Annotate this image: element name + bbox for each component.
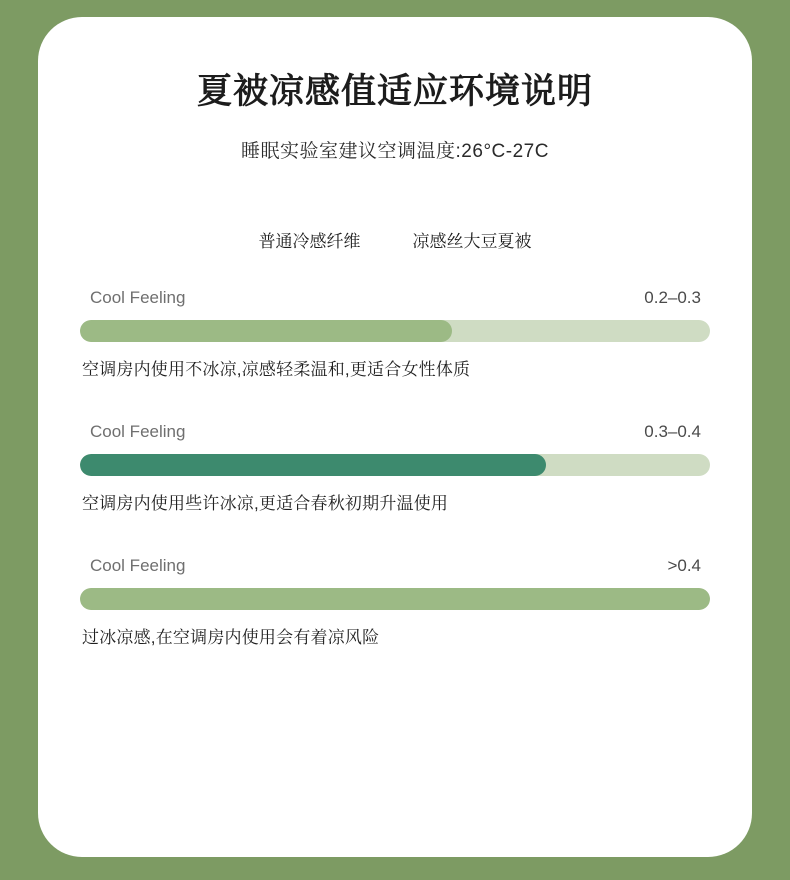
bar-row-head	[80, 422, 710, 442]
bar-row-head	[80, 288, 710, 308]
bar-row	[80, 422, 710, 514]
legend-item-ordinary-fiber: 普通冷感纤维	[258, 232, 361, 251]
bar-row-label: Cool Feeling	[90, 556, 186, 575]
info-card	[38, 17, 752, 857]
bar-fill	[80, 454, 546, 476]
bar-track	[80, 320, 710, 342]
bar-row-description: 空调房内使用不冰凉,凉感轻柔温和,更适合女性体质	[82, 360, 471, 379]
bar-row-description: 空调房内使用些许冰凉,更适合春秋初期升温使用	[82, 494, 449, 513]
bar-row-value: 0.3–0.4	[644, 422, 701, 441]
bar-row-value: 0.2–0.3	[644, 288, 701, 307]
bar-rows	[38, 288, 752, 648]
bar-fill	[80, 320, 452, 342]
bar-row-value: >0.4	[667, 556, 701, 575]
bar-fill	[80, 588, 710, 610]
bar-row-head	[80, 556, 710, 576]
bar-row	[80, 556, 710, 648]
bar-row-description: 过冰凉感,在空调房内使用会有着凉风险	[82, 628, 380, 647]
bar-row	[80, 288, 710, 380]
page-subtitle: 睡眠实验室建议空调温度:26°C-27C	[241, 141, 549, 162]
bar-row-label: Cool Feeling	[90, 288, 186, 307]
bar-track	[80, 454, 710, 476]
legend	[38, 227, 752, 252]
legend-item-cool-silk-soybean-quilt: 凉感丝大豆夏被	[412, 232, 532, 251]
page-title: 夏被凉感值适应环境说明	[196, 72, 593, 111]
bar-row-label: Cool Feeling	[90, 422, 186, 441]
bar-track	[80, 588, 710, 610]
